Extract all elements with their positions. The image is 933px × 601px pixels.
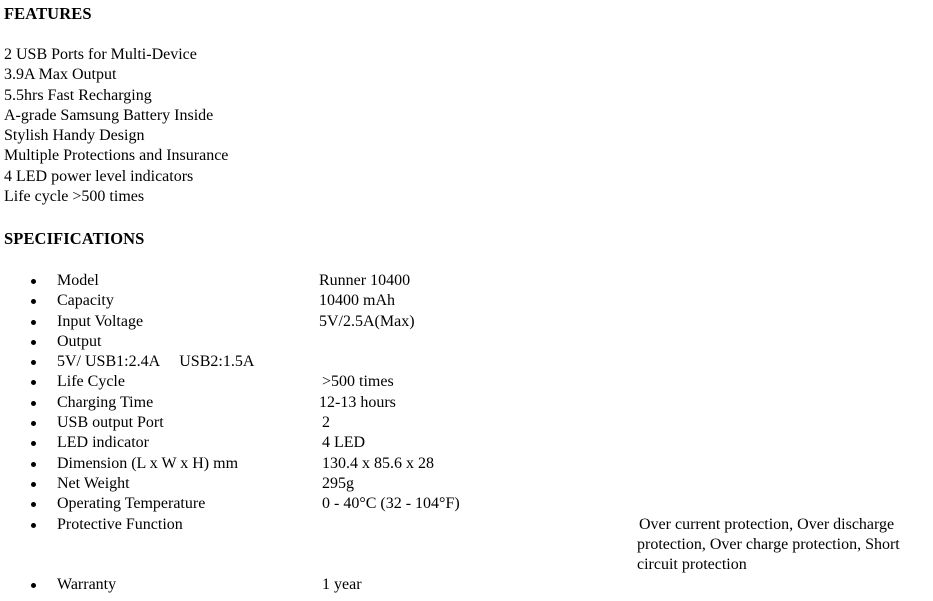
spec-row-warranty [0, 575, 616, 595]
feature-item: 2 USB Ports for Multi-Device [4, 46, 197, 63]
spec-value: 295g [322, 474, 354, 492]
spec-value: 2 [322, 414, 330, 432]
spec-value: 1 year [322, 576, 362, 594]
bullet-icon [31, 502, 36, 507]
spec-label: Warranty [57, 576, 117, 594]
spec-row-usb-output [0, 352, 616, 372]
feature-item: A-grade Samsung Battery Inside [4, 106, 214, 124]
bullet-icon [31, 360, 36, 365]
spec-label: Model [57, 272, 99, 289]
bullet-icon [31, 421, 36, 426]
spec-row-life-cycle [0, 372, 616, 392]
bullet-icon [31, 441, 36, 446]
specifications-list [0, 271, 900, 596]
spec-label: LED indicator [57, 434, 149, 452]
spec-label: Dimension (L x W x H) mm [57, 454, 239, 472]
spec-value: 130.4 x 85.6 x 28 [322, 454, 434, 472]
spec-row-input-voltage [0, 312, 616, 332]
spec-row-operating-temperature [0, 494, 616, 514]
spec-label: Input Voltage [57, 312, 144, 330]
spec-row-net-weight [0, 474, 616, 494]
spec-value: Over current protection, Over discharge protection, Over charge protection, Short circuit protection [637, 515, 900, 574]
spec-label: Capacity [57, 292, 114, 310]
spec-row-usb-port [0, 413, 616, 433]
bullet-icon [31, 279, 36, 284]
spec-row-model [0, 271, 616, 291]
feature-item: 3.9A Max Output [4, 66, 117, 84]
bullet-icon [31, 299, 36, 304]
spec-label: 5V/ USB1:2.4A USB2:1.5A [57, 353, 255, 371]
spec-value: Runner 10400 [319, 272, 411, 289]
spec-row-capacity [0, 291, 616, 311]
feature-item: Stylish Handy Design [4, 127, 145, 145]
feature-item: 4 LED power level indicators [4, 167, 194, 185]
bullet-icon [31, 462, 36, 467]
spec-label: Protective Function [57, 515, 183, 533]
spec-value: >500 times [322, 373, 394, 391]
spec-row-output [0, 332, 616, 352]
features-list [4, 45, 228, 207]
feature-item: 5.5hrs Fast Recharging [4, 86, 152, 104]
bullet-icon [31, 482, 36, 487]
spec-label: Operating Temperature [57, 495, 206, 513]
spec-label: USB output Port [57, 414, 164, 432]
spec-label: Net Weight [57, 474, 130, 492]
spec-label: Output [57, 332, 102, 350]
bullet-icon [31, 401, 36, 406]
spec-row-led-indicator [0, 433, 616, 453]
spec-value: 5V/2.5A(Max) [319, 312, 415, 330]
bullet-icon [31, 583, 36, 588]
spec-label: Life Cycle [57, 373, 125, 391]
feature-item: Multiple Protections and Insurance [4, 147, 229, 165]
spec-label: Charging Time [57, 393, 154, 411]
spec-value: 12-13 hours [319, 393, 396, 411]
features-heading: FEATURES [4, 4, 92, 23]
specifications-heading: SPECIFICATIONS [4, 229, 145, 248]
spec-row-dimension [0, 454, 616, 474]
spec-value: 0 - 40°C (32 - 104°F) [322, 495, 460, 513]
bullet-icon [31, 380, 36, 385]
bullet-icon [31, 320, 36, 325]
feature-item: Life cycle >500 times [4, 188, 145, 206]
spec-row-charging-time [0, 393, 616, 413]
bullet-icon [31, 523, 36, 528]
spec-value: 10400 mAh [319, 292, 395, 310]
spec-row-protective-function [0, 515, 900, 576]
spec-value: 4 LED [322, 434, 366, 452]
bullet-icon [31, 340, 36, 345]
